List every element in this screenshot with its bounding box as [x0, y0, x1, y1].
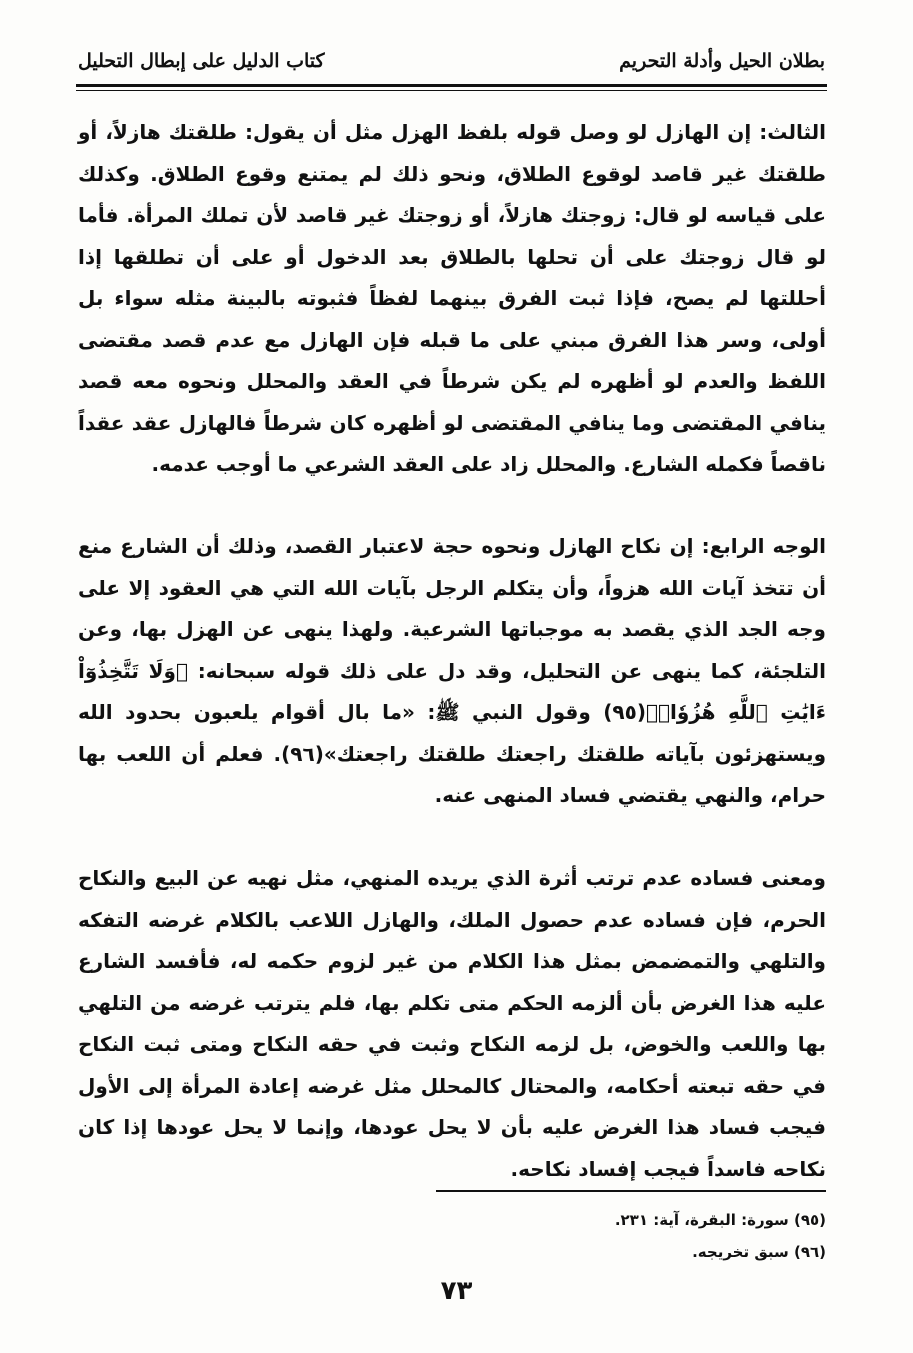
- paragraph-body: ومعنى فساده عدم ترتب أثرة الذي يريده المنهي، مثل نهيه عن البيع والنكاح الحرم، فإن فساده عدم حصول الملك، والهازل اللاعب بالكلام غرضه التفكه والتلهي والتمضمض بمثل هذا الكلام من غير لزوم حكمه له، فأفسد الشارع عليه هذا الغرض بأن ألزمه الحكم متى تكلم بها، فلم يترتب غرضه من التلهي بها واللعب والخوض، بل لزمه النكاح وثبت في حقه النكاح ومتى ثبت النكاح في حقه تبعته أحكامه، والمحتال كالمحلل مثل غرضه إعادة المرأة إلى الأول فيجب فساد هذا الغرض عليه بأن لا يحل عودها، وإنما لا يحل عودها إذا كان نكاحه فاسداً فيجب إفساد نكاحه.: [78, 866, 826, 1181]
- paragraph-body: إن الهازل لو وصل قوله بلفظ الهزل مثل أن يقول: طلقتك هازلاً، أو طلقتك غير قاصد لوقوع الطلاق، ونحو ذلك لم يمتنع وقوع الطلاق. وكذلك على قياسه لو قال: زوجتك هازلاً، أو زوجتك غير قاصد لأن تملك المرأة. فأما لو قال زوجتك على أن تحلها بالطلاق بعد الدخول أو على أن تطلقها إذا أحللتها لم يصح، فإذا ثبت الفرق بينهما لفظاً فثبوته بالبينة مثله سواء بل أولى، وسر هذا الفرق مبني على ما قبله فإن الهازل مع عدم قصد مقتضى اللفظ والعدم لو أظهره لم يكن شرطاً في العقد والمحلل ونحوه معه قصد ينافي المقتضى وما ينافي المقتضى لو أظهره كان شرطاً فالهازل عقد عقداً ناقصاً فكمله الشارع. والمحلل زاد على العقد الشرعي ما أوجب عدمه.: [78, 120, 826, 476]
- paragraph-fourth-aspect: [78, 526, 826, 817]
- paragraph-meaning-of-invalidity: [78, 858, 826, 1190]
- paragraph-body: إن نكاح الهازل ونحوه حجة لاعتبار القصد، وذلك أن الشارع منع أن تتخذ آيات الله هزواً، وأن يتكلم الرجل بآيات الله التي هي العقود إلا على وجه الجد الذي يقصد به موجباتها الشرعية. ولهذا ينهى عن الهزل بها، وعن التلجئة، كما ينهى عن التحليل، وقد دل على ذلك قوله سبحانه: ﴿وَلَا تَتَّخِذُوٓاْ ءَايَٰتِ ٱللَّهِ هُزُوٗاۚ﴾(٩٥) وقول النبي ﷺ: «ما بال أقوام يلعبون بحدود الله ويستهزئون بآياته طلقتك راجعتك طلقتك راجعتك»(٩٦). فعلم أن اللعب بها حرام، والنهي يقتضي فساد المنهى عنه.: [78, 534, 827, 807]
- footnote-95: (٩٥) سورة: البقرة، آية: ٢٣١.: [614, 1211, 826, 1229]
- header-rule-thick: [76, 84, 827, 87]
- footnote-separator: [436, 1190, 826, 1192]
- book-title: بطلان الحيل وأدلة التحريم: [619, 50, 825, 72]
- paragraph-lead: الوجه الرابع:: [701, 534, 826, 558]
- footnote-96: (٩٦) سبق تخريجه.: [692, 1243, 826, 1261]
- chapter-title: كتاب الدليل على إبطال التحليل: [78, 50, 325, 72]
- header-rule-thin: [76, 90, 827, 91]
- page-number: ٧٣: [440, 1276, 473, 1306]
- paragraph-lead: الثالث:: [759, 120, 826, 144]
- running-header: [78, 44, 825, 84]
- footnotes: [436, 1204, 826, 1268]
- paragraph-third-argument: [78, 112, 826, 486]
